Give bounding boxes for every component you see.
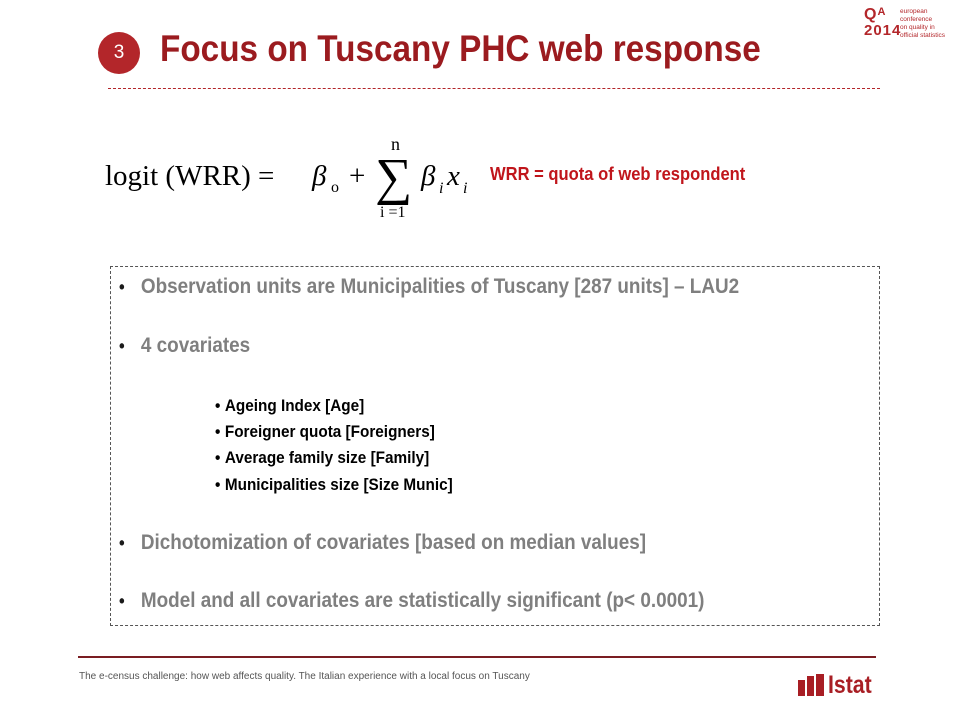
istat-wordmark: Istat: [828, 671, 872, 699]
slide-title: Focus on Tuscany PHC web response: [160, 28, 761, 69]
covariate-item: • Average family size [Family]: [215, 448, 430, 467]
formula-term-beta-sub: i: [439, 180, 444, 197]
covariate-item: • Foreigner quota [Foreigners]: [215, 422, 435, 441]
wrr-definition: WRR = quota of web respondent: [490, 164, 746, 184]
istat-mark-icon: [798, 674, 824, 696]
slide-number: 3: [113, 42, 125, 63]
slide-number-badge: [98, 32, 140, 74]
formula-term-beta: β: [421, 160, 436, 192]
formula-beta0-sub: o: [331, 179, 339, 196]
bullet-item: • 4 covariates: [119, 334, 251, 357]
q2014-logo: [864, 6, 956, 40]
logo-year: 2014: [864, 22, 902, 39]
bullet-item: • Model and all covariates are statistically significant (p< 0.0001): [119, 589, 705, 612]
footer-text: The e-census challenge: how web affects quality. The Italian experience with a local focus on Tuscany: [79, 671, 530, 682]
footer-divider: [78, 656, 876, 658]
bullet-item: • Dichotomization of covariates [based on median values]: [119, 531, 647, 554]
logo-mark: $Q^A$: [864, 6, 887, 23]
bullet-item: • Observation units are Municipalities of Tuscany [287 units] – LAU2: [119, 275, 740, 298]
formula-lhs: logit (WRR) =: [105, 160, 275, 192]
formula-sum-symbol: ∑: [375, 149, 413, 206]
logo-text: european conference on quality in official statistics: [900, 8, 946, 39]
formula-sum-lower: i =1: [380, 204, 406, 221]
istat-logo: [798, 671, 908, 699]
covariate-item: • Municipalities size [Size Munic]: [215, 475, 453, 494]
formula-sum-upper: n: [391, 136, 400, 154]
content-box: [110, 266, 880, 626]
formula-beta0: β: [312, 160, 327, 192]
logit-formula: [105, 136, 475, 226]
formula-term-x: x: [447, 160, 460, 192]
title-divider: [108, 88, 880, 89]
covariate-item: • Ageing Index [Age]: [215, 396, 365, 415]
formula-plus: +: [349, 160, 366, 192]
formula-term-x-sub: i: [463, 180, 468, 197]
